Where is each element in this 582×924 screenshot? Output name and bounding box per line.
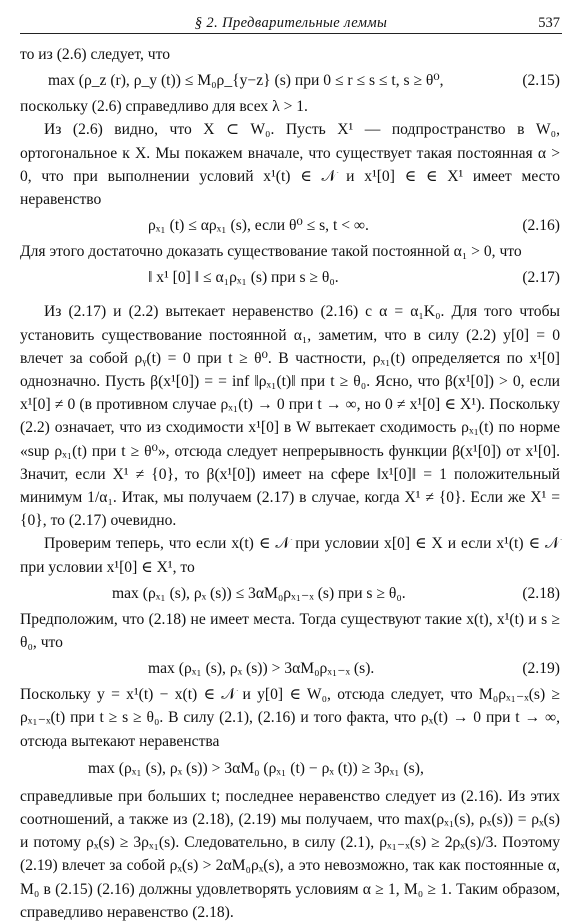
paragraph: то из (2.6) следует, что [20,46,171,63]
equation-expression: max (ρₓ₁ (s), ρₓ (s)) ≤ 3αM₀ρₓ₁₋ₓ (s) при s ≥ θ₀. [112,584,406,602]
equation-number: (2.16) [522,217,560,235]
equation-number: (2.17) [522,269,560,287]
paragraph: Из (2.17) и (2.2) вытекает неравенство (2.16) с α = α₁K₀. Для того чтобы установить существование постоянной α₁, заметим, что в силу (2.2) y[0] = 0 влечет за собой ρᵧ(t) = 0 при t ≥ θ⁰. В частности, ρₓ₁(t) определяется по x¹[0] однозначно. Пусть β(x¹[0]) = = inf ‖ρₓ₁(t)‖ при t ≥ θ₀. Ясно, что β(x¹[0]) > 0, если x¹[0] ≠ 0 (в противном случае ρₓ₁(t) → 0 при t → ∞, но 0 ≠ x¹[0] ∈ X¹). Поскольку (2.2) означает, что из сходимости x¹[0] в W вытекает сходимость ρₓ₁(t) по норме «sup ρₓ₁(t) при t ≥ θ⁰», отсюда следует непрерывность функции β(x¹[0]) от x¹[0]. Значит, если X¹ ≠ {0}, то β(x¹[0]) имеет на сфере ‖x¹[0]‖ = 1 положительный минимум 1/α₁. Итак, мы получаем (2.17) в случае, когда X¹ ≠ {0}. Если же X¹ = {0}, то (2.17) очевидно. [20,303,560,530]
paragraph: Поскольку y = x¹(t) − x(t) ∈ 𝒩 и y[0] ∈ W₀, отсюда следует, что M₀ρₓ₁₋ₓ(s) ≥ ρₓ₁₋ₓ(t) при t ≥ s ≥ θ₀. В силу (2.1), (2.16) и того факта, что ρₓ(t) → 0 при t → ∞, отсюда вытекают неравенства [20,686,560,750]
running-header [22,12,560,34]
paragraph: Для этого достаточно доказать существование такой постоянной α₁ > 0, что [20,243,522,261]
equation-expression: ‖ x¹ [0] ‖ ≤ α₁ρₓ₁ (s) при s ≥ θ₀. [148,269,339,287]
equation-2-19 [20,654,560,683]
equation-2-16 [20,211,560,240]
equation-2-18 [20,579,560,608]
header-rule [20,33,562,34]
paragraph: поскольку (2.6) справедливо для всех λ > 1. [20,98,308,116]
paragraph: Проверим теперь, что если x(t) ∈ 𝒩 при условии x[0] ∈ X и если x¹(t) ∈ 𝒩 при условии x¹[0] ∈ X¹, то [20,535,560,576]
paragraph: справедливые при больших t; последнее неравенство следует из (2.16). Из этих соотношений, а также из (2.18), (2.19) мы получаем, что max(ρₓ₁(s), ρₓ(s)) = ρₓ(s) и потому ρₓ(s) ≥ 3ρₓ₁(s). Следовательно, в силу (2.1), ρₓ₁₋ₓ(s) ≥ 2ρₓ(s)/3. Поэтому (2.19) влечет за собой ρₓ(s) > 2αM₀ρₓ(s), а это невозможно, так как постоянные α, M₀ в (2.15) (2.16) должны удовлетворять условиям α ≥ 1, M₀ ≥ 1. Таким образом, справедливо неравенство (2.18). [20,787,560,921]
equation-2-17 [20,263,560,292]
equation-number: (2.19) [522,660,560,678]
equation-expression: max (ρ_z (r), ρ_y (t)) ≤ M₀ρ_{y−z} (s) при 0 ≤ r ≤ s ≤ t, s ≥ θ⁰, [48,72,444,90]
page-body [20,43,560,924]
paragraph: Предположим, что (2.18) не имеет места. Тогда существуют такие x(t), x¹(t) и s ≥ θ₀, что [20,610,560,652]
page-number: 537 [538,15,560,31]
section-title: § 2. Предварительные леммы [194,15,388,31]
equation-expression: max (ρₓ₁ (s), ρₓ (s)) > 3αM₀ (ρₓ₁ (t) − ρₓ (t)) ≥ 3ρₓ₁ (s), [88,759,424,777]
equation-number: (2.15) [522,72,560,90]
equation-unnumbered [20,753,560,785]
equation-2-15 [20,66,560,95]
equation-expression: ρₓ₁ (t) ≤ αρₓ₁ (s), если θ⁰ ≤ s, t < ∞. [148,217,369,235]
equation-number: (2.18) [522,584,560,602]
paragraph: Из (2.6) видно, что X ⊂ W₀. Пусть X¹ — подпространство в W₀, ортогональное к X. Мы покажем вначале, что существует такая постоянная α > 0, что при выполнении условий x¹(t) ∈ 𝒩 и x¹[0] ∈ ∈ X¹ имеет место неравенство [20,121,560,209]
equation-expression: max (ρₓ₁ (s), ρₓ (s)) > 3αM₀ρₓ₁₋ₓ (s). [148,660,375,678]
